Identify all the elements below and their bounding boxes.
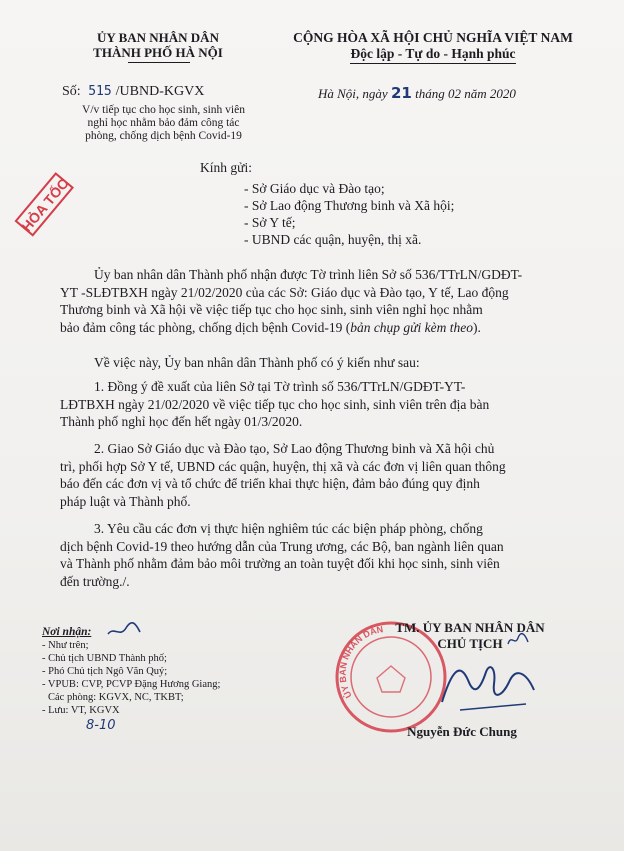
issuer-line1: ỦY BAN NHÂN DÂN: [97, 30, 219, 45]
handwritten-mark-icon: [505, 632, 531, 648]
issuer-underline: [128, 62, 190, 63]
subject-line1: V/v tiếp tục cho học sinh, sinh viên: [82, 104, 245, 116]
recipient-entry: - Như trên;: [42, 640, 89, 651]
subject-line3: phòng, chống dịch bệnh Covid-19: [85, 130, 242, 142]
signature-icon: [430, 650, 550, 720]
addressee-item: - Sở Lao động Thương binh và Xã hội;: [244, 198, 455, 213]
intro-line4-text: bảo đảm công tác phòng, chống dịch bệnh Covid-19 (: [60, 319, 351, 335]
intro-line3: Thương binh và Xã hội về việc tiếp tục cho học sinh, sinh viên nghỉ học nhằm: [60, 302, 483, 318]
intro-line4-italic: bản chụp gửi kèm theo: [350, 319, 474, 335]
number-suffix: /UBND-KGVX: [115, 84, 205, 99]
recipient-entry: - Phó Chủ tịch Ngô Văn Quý;: [42, 666, 168, 677]
addressee-item: - Sở Y tế;: [244, 215, 296, 230]
recipient-entry: - Chủ tịch UBND Thành phố;: [42, 653, 167, 664]
item2-line1: 2. Giao Sở Giáo dục và Đào tạo, Sở Lao động Thương binh và Xã hội chủ: [94, 441, 495, 456]
issuer-header: [58, 30, 258, 60]
addressee-list: [244, 180, 454, 248]
intro-line1: Ủy ban nhân dân Thành phố nhận được Tờ trình liên Sở số 536/TTrLN/GDĐT-: [94, 267, 523, 282]
addressee-item: - UBND các quận, huyện, thị xã.: [244, 232, 422, 247]
addressee-item: - Sở Giáo dục và Đào tạo;: [244, 181, 385, 196]
paragraph-item-3: [60, 520, 580, 590]
item1-line2: LĐTBXH ngày 21/02/2020 về việc tiếp tục cho học sinh, sinh viên trên địa bàn: [60, 396, 490, 412]
item3-line4: đến trường./.: [60, 573, 130, 589]
signature-line2: CHỦ TỊCH: [437, 636, 503, 651]
signature-title: [365, 620, 575, 652]
date-suffix: tháng 02 năm 2020: [415, 86, 516, 101]
item3-line3: và Thành phố nhằm đảm bảo môi trường an toàn tuyệt đối khi học sinh, sinh viên: [60, 556, 500, 572]
recipient-entry: - VPUB: CVP, PCVP Đặng Hương Giang;: [42, 679, 221, 690]
recipients-title: Nơi nhận:: [42, 626, 92, 638]
handwritten-count: 8-10: [86, 718, 116, 733]
urgent-stamp-text: HỎA TỐC: [18, 175, 72, 235]
date-prefix: Hà Nội, ngày: [318, 86, 388, 101]
date-day: 21: [390, 84, 412, 102]
document-number: [62, 84, 204, 100]
item2-line3: báo đến các đơn vị và tổ chức để triển khai thực hiện, đảm bảo đúng quy định: [60, 476, 480, 492]
item3-line2: dịch bệnh Covid-19 theo hướng dẫn của Trung ương, các Bộ, ban ngành liên quan: [60, 538, 504, 554]
item2-line2: trì, phối hợp Sở Y tế, UBND các quận, huyện, thị xã và các đơn vị liên quan thông: [60, 458, 506, 474]
item2-line4: pháp luật và Thành phố.: [60, 493, 191, 509]
item1-line1: 1. Đồng ý đề xuất của liên Sở tại Tờ trình số 536/TTrLN/GDĐT-YT-: [94, 379, 466, 394]
document-subject: [56, 104, 271, 143]
number-prefix: Số:: [62, 84, 81, 99]
subject-line2: nghỉ học nhằm bảo đảm công tác: [87, 117, 240, 129]
issuer-line2: THÀNH PHỐ HÀ NỘI: [93, 45, 223, 60]
recipient-entry: - Lưu: VT, KGVX: [42, 705, 120, 716]
paragraph-item-1: [60, 378, 580, 431]
addressee-label: Kính gửi:: [200, 160, 252, 175]
seal-text: ỦY BAN NHÂN DÂN: [337, 624, 384, 700]
opinion-line: Về việc này, Ủy ban nhân dân Thành phố có ý kiến như sau:: [94, 355, 420, 370]
recipient-entry: Các phòng: KGVX, NC, TKBT;: [48, 692, 184, 703]
handwritten-tick-icon: [104, 620, 144, 640]
signature-line1: TM. ỦY BAN NHÂN DÂN: [395, 620, 545, 635]
intro-line4-end: ).: [473, 319, 481, 335]
signer-name: Nguyễn Đức Chung: [407, 724, 517, 739]
intro-line2: YT -SLĐTBXH ngày 21/02/2020 của các Sở: Giáo dục và Đào tạo, Y tế, Lao động: [60, 284, 509, 300]
number-handwritten: 515: [88, 84, 112, 99]
national-motto: Độc lập - Tự do - Hạnh phúc: [350, 46, 515, 64]
intro-line4: [60, 319, 580, 337]
national-header: [258, 30, 608, 64]
paragraph-opinion: [60, 354, 580, 372]
item1-line3: Thành phố nghỉ học đến hết ngày 01/3/2020.: [60, 414, 303, 430]
paragraph-intro: [60, 266, 580, 336]
item3-line1: 3. Yêu cầu các đơn vị thực hiện nghiêm túc các biện pháp phòng, chống: [94, 521, 483, 536]
urgent-stamp: [8, 168, 82, 242]
national-title: CỘNG HÒA XÃ HỘI CHỦ NGHĨA VIỆT NAM: [293, 30, 573, 45]
paragraph-item-2: [60, 440, 580, 510]
document-date: [318, 84, 516, 102]
